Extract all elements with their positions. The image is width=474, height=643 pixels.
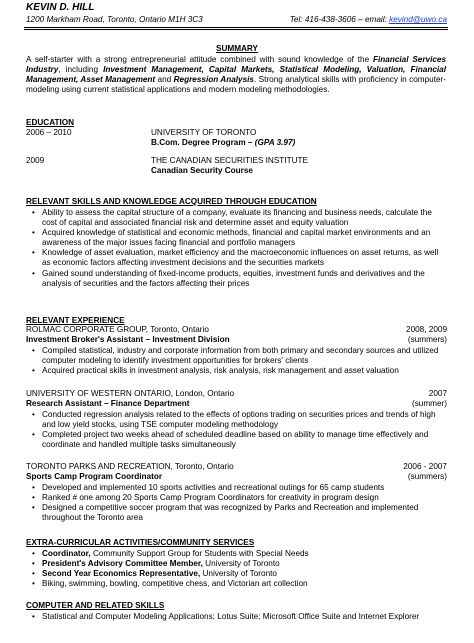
summary-highlight-1: Financial Services Industry xyxy=(26,55,447,75)
education-degree-2: Canadian Security Course xyxy=(151,166,253,175)
list-item: • Gained sound understanding of fixed-income products, equities, investment funds and derivatives and the analysis of securities and the factors affecting their prices xyxy=(26,269,446,289)
gpa: (GPA 3.97) xyxy=(254,138,296,147)
computer-skills-heading: COMPUTER AND RELATED SKILLS xyxy=(26,601,165,610)
list-item: • Completed project two weeks ahead of scheduled deadline based on ability to manage time effectively and coordinate and handled multiple tasks simultaneously xyxy=(26,430,446,450)
computer-skills-list xyxy=(26,612,456,622)
list-item: • Developed and implemented 10 sports activities and recreational outings for 65 camp students xyxy=(26,483,446,493)
list-item: • Designed a competitive soccer program that was recognized by Parks and Recreation and implemented throughout the Toronto area xyxy=(26,503,446,523)
job-dates: 2007 xyxy=(428,389,447,398)
list-item: • Knowledge of asset evaluation, market efficiency and the macroeconomic influences on asset returns, as well as economic factors affecting investment decisions and the securities markets xyxy=(26,248,446,268)
header-divider-secondary xyxy=(24,29,448,30)
job-term: (summer) xyxy=(411,399,447,408)
candidate-name: KEVIN D. HILL xyxy=(26,2,95,13)
role-detail: University of Toronto xyxy=(202,559,280,569)
role-detail: Biking, swimming, bowling, competitive chess, and Victorian art collection xyxy=(42,579,308,589)
job-employer: UNIVERSITY OF WESTERN ONTARIO, London, Ontario xyxy=(26,389,235,398)
list-item xyxy=(26,549,446,559)
list-item: • Acquired practical skills in investment analysis, risk analysis, risk management and asset valuation xyxy=(26,366,446,376)
address: 1200 Markham Road, Toronto, Ontario M1H 3C3 xyxy=(26,15,203,24)
summary-text-3: and xyxy=(155,75,174,85)
list-item xyxy=(26,569,446,579)
job-title: Investment Broker's Assistant – Investment Division xyxy=(26,335,230,344)
job-bullets xyxy=(26,410,446,450)
job-term: (summers) xyxy=(407,335,447,344)
extracurricular-list xyxy=(26,549,446,589)
header-divider xyxy=(24,27,448,28)
role-title: Second Year Economics Representative, xyxy=(42,569,201,579)
education-years-1: 2006 – 2010 xyxy=(26,128,72,137)
list-item: • Compiled statistical, industry and corporate information from both primary and secondary sources and utilized computer modeling to identify investment opportunities for brokers' clients xyxy=(26,346,446,366)
summary-text-2: , including xyxy=(58,65,104,75)
contact-line xyxy=(290,15,447,25)
email-link[interactable]: kevind@uwo.ca xyxy=(389,15,447,24)
experience-heading: RELEVANT EXPERIENCE xyxy=(26,316,125,325)
role-title: President's Advisory Committee Member, xyxy=(42,559,203,569)
summary-text-4: . Strong analytical skills with proficiency in computer-modeling using current statistical applications and modern modeling methodologies. xyxy=(26,75,446,95)
summary-highlight-2: Investment Management, Capital Markets, Statistical Modeling, Valuation, Financial Management, Asset Management xyxy=(26,65,446,85)
summary-text xyxy=(26,55,446,95)
education-school-1: UNIVERSITY OF TORONTO xyxy=(151,128,257,137)
list-item: • Conducted regression analysis related to the effects of options trading on securities prices and trends of high and low yield stocks, using TSE computer modeling methodology xyxy=(26,410,446,430)
role-detail: University of Toronto xyxy=(200,569,277,579)
list-item xyxy=(26,559,446,569)
job-dates: 2006 - 2007 xyxy=(403,462,447,471)
summary-text-1: A self-starter with a strong entrepreneurial attitude combined with sound knowledge of the xyxy=(26,55,373,64)
phone-label: Tel: 416-438-3606 – email: xyxy=(289,15,390,24)
education-degree-1 xyxy=(151,138,295,148)
role-title: Coordinator, xyxy=(42,549,91,558)
job-employer: ROLMAC CORPORATE GROUP, Toronto, Ontario xyxy=(26,325,209,334)
job-employer: TORONTO PARKS AND RECREATION, Toronto, Ontario xyxy=(26,462,234,471)
skills-list xyxy=(26,208,446,289)
skills-heading: RELEVANT SKILLS AND KNOWLEDGE ACQUIRED THROUGH EDUCATION xyxy=(26,197,317,206)
summary-heading: SUMMARY xyxy=(216,44,258,53)
list-item: • Statistical and Computer Modeling Applications; Lotus Suite; Microsoft Office Suite and Internet Explorer xyxy=(26,612,456,622)
job-title: Sports Camp Program Coordinator xyxy=(26,472,163,481)
list-item: • Acquired knowledge of statistical and economic methods, financial and capital market environments and an awareness of the major issues facing financial and portfolio managers xyxy=(26,228,446,248)
job-bullets xyxy=(26,346,446,376)
list-item xyxy=(26,579,446,589)
education-years-2: 2009 xyxy=(26,156,45,165)
list-item: • Ranked # one among 20 Sports Camp Program Coordinators for creativity in program design xyxy=(26,493,446,503)
education-heading: EDUCATION xyxy=(26,118,75,127)
job-title: Research Assistant – Finance Department xyxy=(26,399,190,408)
extracurricular-heading: EXTRA-CURRICULAR ACTIVITIES/COMMUNITY SERVICES xyxy=(26,538,255,547)
list-item: • Ability to assess the capital structure of a company, evaluate its financing and business needs, calculate the cost of capital and associated financial risk and determine asset and equity valuation xyxy=(26,208,446,228)
education-school-2: THE CANADIAN SECURITIES INSTITUTE xyxy=(151,156,308,165)
job-term: (summers) xyxy=(407,472,447,481)
summary-highlight-3: Regression Analysis xyxy=(173,75,254,85)
job-bullets xyxy=(26,483,446,523)
job-dates: 2008, 2009 xyxy=(406,325,447,334)
role-detail: Community Support Group for Students with Special Needs xyxy=(90,549,309,558)
degree-name: B.Com. Degree Program – xyxy=(151,138,255,147)
